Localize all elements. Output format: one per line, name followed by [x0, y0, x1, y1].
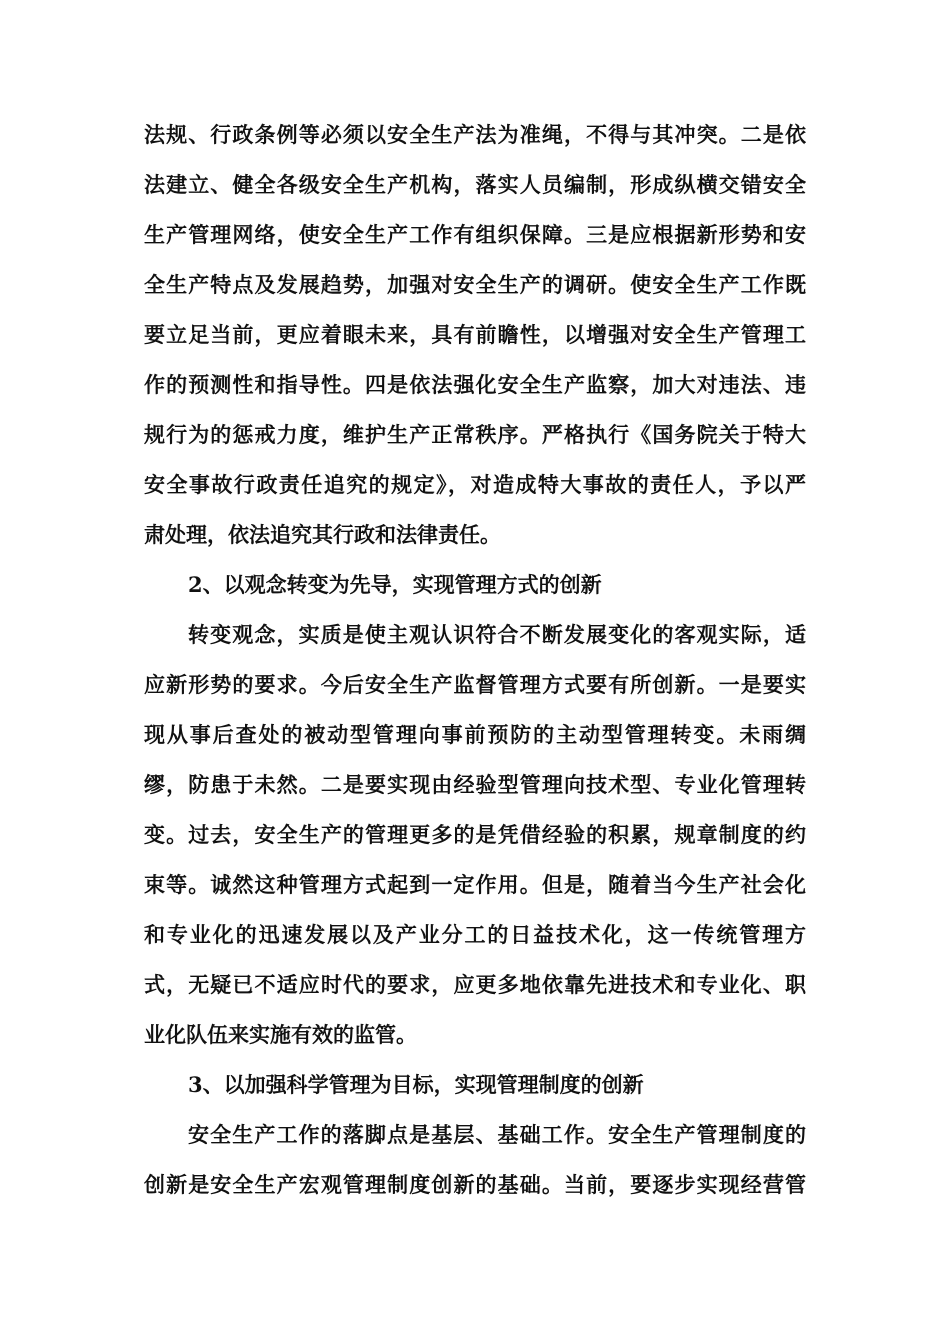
paragraph-3	[144, 1110, 806, 1210]
paragraph-line: 规行为的惩戒力度，维护生产正常秩序。严格执行《国务院关于特大	[144, 422, 806, 447]
paragraph-line: 安全事故行政责任追究的规定》，对造成特大事故的责任人，予以严	[144, 472, 806, 497]
paragraph-line: 全生产特点及发展趋势，加强对安全生产的调研。使安全生产工作既	[144, 272, 806, 297]
paragraph-line: 创新是安全生产宏观管理制度创新的基础。当前，要逐步实现经营管	[144, 1172, 806, 1197]
paragraph-line: 束等。诚然这种管理方式起到一定作用。但是，随着当今生产社会化	[144, 872, 806, 897]
paragraph-line: 业化队伍来实施有效的监管。	[144, 1022, 417, 1047]
paragraph-line: 安全生产工作的落脚点是基层、基础工作。安全生产管理制度的	[188, 1122, 806, 1147]
paragraph-line: 转变观念，实质是使主观认识符合不断发展变化的客观实际，适	[188, 622, 806, 647]
paragraph-2	[144, 610, 806, 1060]
paragraph-line: 要立足当前，更应着眼未来，具有前瞻性，以增强对安全生产管理工	[144, 322, 806, 347]
document-body	[144, 110, 806, 1210]
paragraph-line: 应新形势的要求。今后安全生产监督管理方式要有所创新。一是要实	[144, 672, 806, 697]
paragraph-line: 和专业化的迅速发展以及产业分工的日益技术化，这一传统管理方	[144, 922, 806, 947]
section-heading-2: 2、以观念转变为先导，实现管理方式的创新	[188, 572, 602, 597]
section-heading-3: 3、以加强科学管理为目标，实现管理制度的创新	[188, 1072, 644, 1097]
paragraph-line: 法规、行政条例等必须以安全生产法为准绳，不得与其冲突。二是依	[144, 122, 806, 147]
paragraph-line: 现从事后查处的被动型管理向事前预防的主动型管理转变。未雨绸	[144, 722, 806, 747]
paragraph-line: 变。过去，安全生产的管理更多的是凭借经验的积累，规章制度的约	[144, 822, 806, 847]
paragraph-line: 肃处理，依法追究其行政和法律责任。	[144, 522, 501, 547]
paragraph-line: 式，无疑已不适应时代的要求，应更多地依靠先进技术和专业化、职	[144, 972, 806, 997]
paragraph-line: 生产管理网络，使安全生产工作有组织保障。三是应根据新形势和安	[144, 222, 806, 247]
paragraph-line: 缪，防患于未然。二是要实现由经验型管理向技术型、专业化管理转	[144, 772, 806, 797]
paragraph-line: 作的预测性和指导性。四是依法强化安全生产监察，加大对违法、违	[144, 372, 806, 397]
paragraph-1	[144, 110, 806, 560]
paragraph-line: 法建立、健全各级安全生产机构，落实人员编制，形成纵横交错安全	[144, 172, 806, 197]
